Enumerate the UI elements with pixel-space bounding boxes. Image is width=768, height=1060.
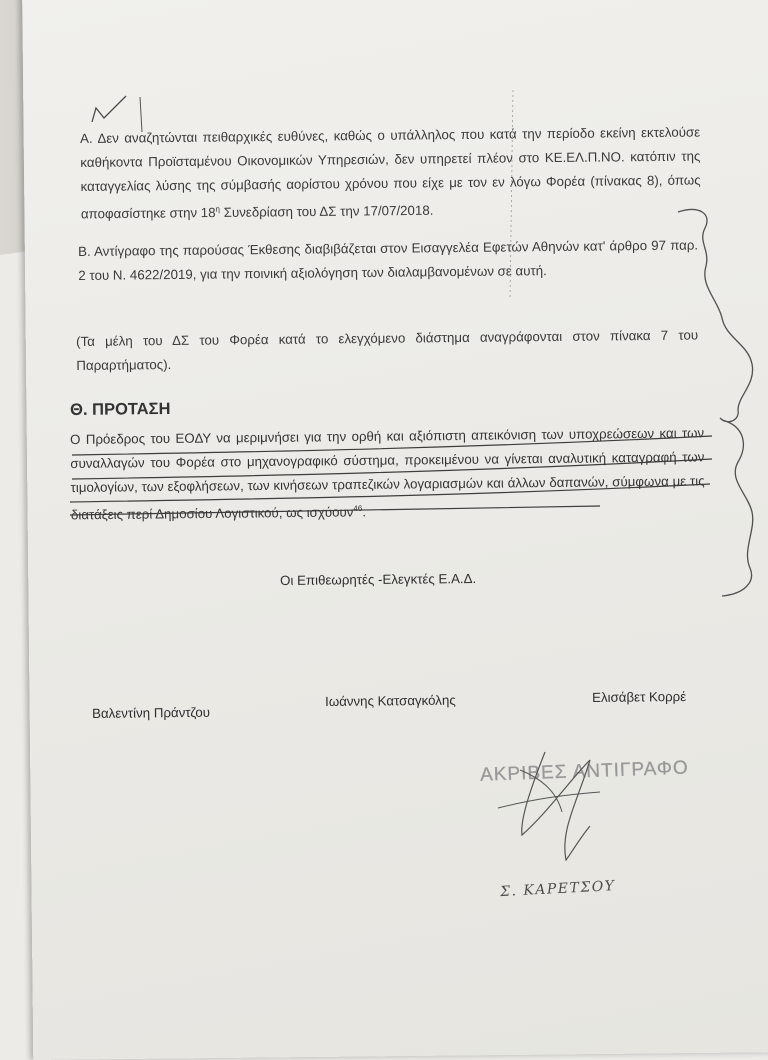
signatories-title: Οι Επιθεωρητές -Ελεγκτές Ε.Α.Δ. xyxy=(280,570,477,588)
stamp-text: ΑΚΡΙΒΕΣ ΑΝΤΙΓΡΑΦΟ xyxy=(479,757,690,786)
proposal-end: . xyxy=(362,504,367,520)
handwritten-initials xyxy=(499,878,616,900)
initials-text: Σ. ΚΑΡΕΤΣΟΥ xyxy=(499,878,616,901)
paragraph-a-text: Α. Δεν αναζητώνται πειθαρχικές ευθύνες, καθώς ο υπάλληλος που κατά την περίοδο εκείνη εκτελούσε καθήκοντα Προϊσταμένου Οικονομικών Υπηρεσιών, δεν υπηρετεί πλέον στο ΚΕ.ΕΛ.Π.ΝΟ. κατόπιν της καταγγελίας λύσης της σύμβασής αορίστου χρόνου που είχε με τον εν λόγω Φορέα (πίνακας 8), όπως αποφασίστηκε στην 18 xyxy=(80,124,701,222)
underline xyxy=(70,503,600,515)
proposal-text: Ο Πρόεδρος του ΕΟΔΥ να μεριμνήσει για την ορθή και αξιόπιστη απεικόνιση των υποχρεώσεων και των συναλλαγών του Φορέα στο μηχανογραφικό σύστημα, προκειμένου να γίνεται αναλυτική καταγραφή των τιμολογίων, των εξοφλήσεων, των κινήσεων τραπεζικών λογαριασμών και άλλων δαπανών, σύμφωνα με τις διατάξεις περί Δημοσίου Λογιστικού, ως ισχύουν xyxy=(70,425,705,523)
pencil-guide-line xyxy=(510,90,513,300)
ordinal-superscript: η xyxy=(215,204,221,214)
section-heading: Θ. ΠΡΟΤΑΣΗ xyxy=(70,399,171,419)
checkmark-icon xyxy=(92,96,126,122)
paragraph-members-text: (Τα μέλη του ΔΣ του Φορέα κατά το ελεγχόμενο διάστημα αναγράφονται στον πίνακα 7 του Παραρτήματος). xyxy=(76,327,699,373)
underline xyxy=(72,436,712,455)
signatory-name-2: Ιωάννης Κατσαγκόλης xyxy=(325,692,456,709)
paragraph-b-text: Β. Αντίγραφο της παρούσας Έκθεσης διαβιβάζεται στον Εισαγγελέα Εφετών Αθηνών κατ' άρθρο 97 παρ. 2 του Ν. 4622/2019, για την ποινική αξιολόγηση των διαλαμβανομένων σε αυτή. xyxy=(78,237,699,283)
margin-bracket-bottom xyxy=(722,420,753,596)
paragraph-a-end: Συνεδρίαση του ΔΣ την 17/07/2018. xyxy=(219,202,434,220)
signatory-name-1: Βαλεντίνη Πράντζου xyxy=(92,704,211,721)
certified-copy-stamp xyxy=(480,758,689,786)
underline xyxy=(70,484,710,502)
signatory-name-3: Ελισάβετ Κορρέ xyxy=(592,689,687,705)
footnote-marker: 46 xyxy=(353,503,363,514)
pen-stroke xyxy=(140,97,142,132)
underline xyxy=(72,459,712,479)
signature-scribble xyxy=(498,792,600,808)
margin-bracket-top xyxy=(678,210,753,422)
